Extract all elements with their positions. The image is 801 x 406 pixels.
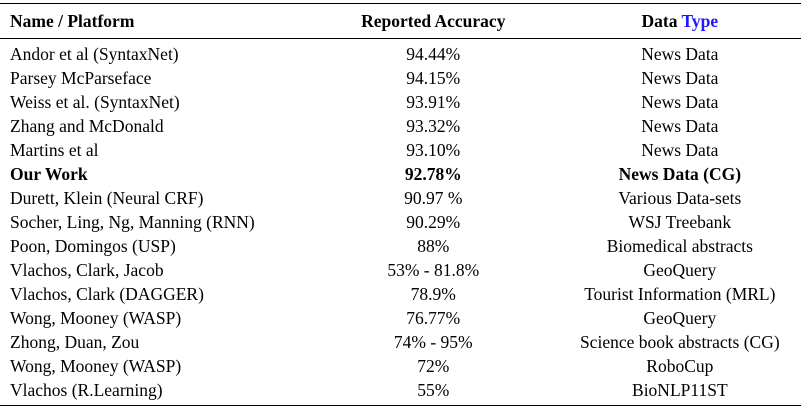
header-data-type-word: Type xyxy=(681,10,719,31)
cell-data-type: WSJ Treebank xyxy=(628,211,732,232)
cell-name: Zhong, Duan, Zou xyxy=(10,331,140,352)
cell-accuracy: 78.9% xyxy=(410,283,456,304)
cell-accuracy: 55% xyxy=(417,379,450,400)
cell-data-type: News Data xyxy=(641,139,719,160)
cell-data-type: News Data xyxy=(641,91,719,112)
table-body xyxy=(0,39,801,406)
cell-accuracy: 72% xyxy=(417,355,450,376)
table-row xyxy=(0,378,801,406)
cell-name: Vlachos (R.Learning) xyxy=(10,379,163,400)
table-row xyxy=(0,114,801,138)
cell-name: Wong, Mooney (WASP) xyxy=(10,355,182,376)
accuracy-comparison-table xyxy=(0,3,801,406)
table-row xyxy=(0,39,801,67)
cell-data-type: News Data xyxy=(641,67,719,88)
cell-name: Martins et al xyxy=(10,139,99,160)
cell-data-type: Biomedical abstracts xyxy=(606,235,753,256)
table-row xyxy=(0,258,801,282)
cell-accuracy: 88% xyxy=(417,235,450,256)
cell-name: Vlachos, Clark (DAGGER) xyxy=(10,283,204,304)
header-data-type-prefix: Data xyxy=(641,10,682,31)
cell-accuracy: 94.44% xyxy=(406,43,461,64)
table-row xyxy=(0,186,801,210)
cell-data-type: BioNLP11ST xyxy=(632,379,728,400)
cell-accuracy: 90.97 % xyxy=(404,187,463,208)
table-row-highlighted xyxy=(0,162,801,186)
cell-name: Poon, Domingos (USP) xyxy=(10,235,176,256)
cell-data-type: News Data xyxy=(641,43,719,64)
cell-name: Parsey McParseface xyxy=(10,67,152,88)
cell-data-type: RoboCup xyxy=(646,355,714,376)
cell-data-type: GeoQuery xyxy=(643,259,717,280)
table-row xyxy=(0,354,801,378)
cell-name: Wong, Mooney (WASP) xyxy=(10,307,182,328)
table-header xyxy=(0,4,801,39)
table-row xyxy=(0,66,801,90)
cell-name: Zhang and McDonald xyxy=(10,115,164,136)
cell-data-type: News Data (CG) xyxy=(618,163,742,184)
table-row xyxy=(0,138,801,162)
cell-name: Vlachos, Clark, Jacob xyxy=(10,259,164,280)
table-row xyxy=(0,234,801,258)
header-data-type xyxy=(559,4,801,39)
table-row xyxy=(0,282,801,306)
cell-accuracy: 53% - 81.8% xyxy=(387,259,480,280)
cell-accuracy: 92.78% xyxy=(404,163,462,184)
table-row xyxy=(0,210,801,234)
cell-data-type: GeoQuery xyxy=(643,307,717,328)
cell-data-type: Various Data-sets xyxy=(618,187,742,208)
table-row xyxy=(0,90,801,114)
cell-name: Durett, Klein (Neural CRF) xyxy=(10,187,204,208)
cell-name: Weiss et al. (SyntaxNet) xyxy=(10,91,180,112)
cell-name: Andor et al (SyntaxNet) xyxy=(10,43,179,64)
cell-data-type: News Data xyxy=(641,115,719,136)
cell-name: Our Work xyxy=(10,163,88,184)
table-row xyxy=(0,330,801,354)
cell-accuracy: 74% - 95% xyxy=(393,331,473,352)
header-name-platform: Name / Platform xyxy=(10,10,135,31)
cell-accuracy: 93.10% xyxy=(406,139,461,160)
header-row xyxy=(0,4,801,39)
cell-accuracy: 76.77% xyxy=(406,307,461,328)
cell-accuracy: 90.29% xyxy=(406,211,461,232)
cell-accuracy: 93.32% xyxy=(406,115,461,136)
cell-name: Socher, Ling, Ng, Manning (RNN) xyxy=(10,211,255,232)
cell-accuracy: 93.91% xyxy=(406,91,461,112)
table-row xyxy=(0,306,801,330)
cell-data-type: Science book abstracts (CG) xyxy=(579,331,780,352)
cell-data-type: Tourist Information (MRL) xyxy=(584,283,776,304)
cell-accuracy: 94.15% xyxy=(406,67,461,88)
header-reported-accuracy: Reported Accuracy xyxy=(361,10,506,31)
